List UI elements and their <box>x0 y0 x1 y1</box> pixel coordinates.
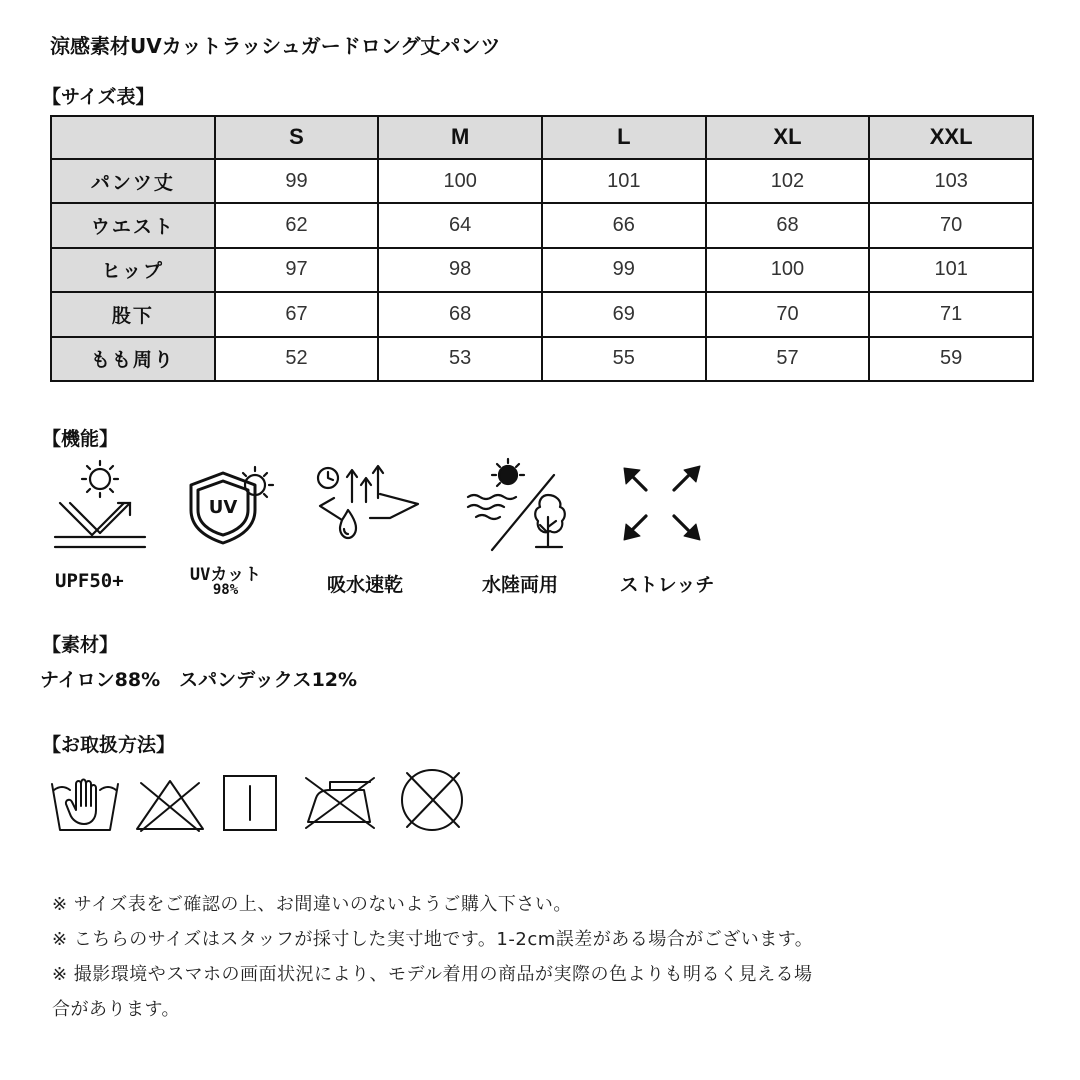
table-cell: 97 <box>215 248 379 292</box>
feature-label-uvcut: UVカット <box>189 565 262 585</box>
table-cell: 68 <box>706 203 870 247</box>
function-section-heading: 【機能】 <box>42 428 119 450</box>
feature-label-quickdry: 吸水速乾 <box>326 574 403 596</box>
table-cell: 100 <box>378 159 542 203</box>
table-cell: 55 <box>542 337 706 381</box>
feature-label-amphibious: 水陸両用 <box>481 574 558 596</box>
table-cell: 52 <box>215 337 379 381</box>
row-label: もも周り <box>51 337 215 381</box>
table-row <box>51 159 1033 203</box>
no-bleach-icon <box>133 775 208 835</box>
row-label: ウエスト <box>51 203 215 247</box>
table-cell: 100 <box>706 248 870 292</box>
sun-water-tree-icon <box>462 455 577 555</box>
size-corner-cell <box>51 116 215 159</box>
table-cell: 64 <box>378 203 542 247</box>
row-label: パンツ丈 <box>51 159 215 203</box>
table-cell: 70 <box>706 292 870 336</box>
size-header-row <box>51 116 1033 159</box>
table-row <box>51 203 1033 247</box>
note-line-4: 合があります。 <box>52 999 181 1020</box>
table-cell: 70 <box>869 203 1033 247</box>
table-row <box>51 292 1033 336</box>
table-cell: 98 <box>378 248 542 292</box>
table-cell: 62 <box>215 203 379 247</box>
stretch-arrows-icon <box>612 458 712 548</box>
row-label: 股下 <box>51 292 215 336</box>
table-cell: 102 <box>706 159 870 203</box>
material-composition: ナイロン88% スパンデックス12% <box>40 669 358 691</box>
table-row <box>51 337 1033 381</box>
no-iron-icon <box>300 770 380 832</box>
table-cell: 71 <box>869 292 1033 336</box>
care-section-heading: 【お取扱方法】 <box>42 734 176 756</box>
table-cell: 99 <box>542 248 706 292</box>
material-section-heading: 【素材】 <box>42 634 119 656</box>
table-cell: 68 <box>378 292 542 336</box>
note-line-2: ※ こちらのサイズはスタッフが採寸した実寸地です。1-2cm誤差がある場合がございます。 <box>52 929 814 950</box>
size-header-xl: XL <box>706 116 870 159</box>
table-cell: 69 <box>542 292 706 336</box>
table-cell: 101 <box>869 248 1033 292</box>
table-cell: 53 <box>378 337 542 381</box>
size-table <box>50 115 1034 382</box>
no-dry-clean-icon <box>395 765 470 835</box>
drip-dry-icon <box>220 772 280 834</box>
sun-reflect-icon <box>50 455 150 555</box>
row-label: ヒップ <box>51 248 215 292</box>
size-header-s: S <box>215 116 379 159</box>
hand-wash-icon <box>48 770 123 835</box>
feature-sublabel-uvcut: 98% <box>212 582 239 598</box>
size-header-m: M <box>378 116 542 159</box>
uv-shield-icon <box>183 455 278 550</box>
note-line-1: ※ サイズ表をご確認の上、お間違いのないようご購入下さい。 <box>52 894 572 915</box>
note-line-3: ※ 撮影環境やスマホの画面状況により、モデル着用の商品が実際の色よりも明るく見える場 <box>52 964 813 985</box>
quick-dry-icon <box>312 458 422 548</box>
page-title: 涼感素材UVカットラッシュガードロング丈パンツ <box>50 34 501 58</box>
table-cell: 99 <box>215 159 379 203</box>
table-cell: 66 <box>542 203 706 247</box>
size-header-l: L <box>542 116 706 159</box>
feature-label-upf: UPF50+ <box>55 570 124 592</box>
table-row <box>51 248 1033 292</box>
table-cell: 67 <box>215 292 379 336</box>
table-cell: 57 <box>706 337 870 381</box>
table-cell: 103 <box>869 159 1033 203</box>
table-cell: 59 <box>869 337 1033 381</box>
uv-badge: UV <box>208 497 238 518</box>
size-section-heading: 【サイズ表】 <box>42 86 155 108</box>
size-header-xxl: XXL <box>869 116 1033 159</box>
table-cell: 101 <box>542 159 706 203</box>
feature-label-stretch: ストレッチ <box>619 574 715 596</box>
